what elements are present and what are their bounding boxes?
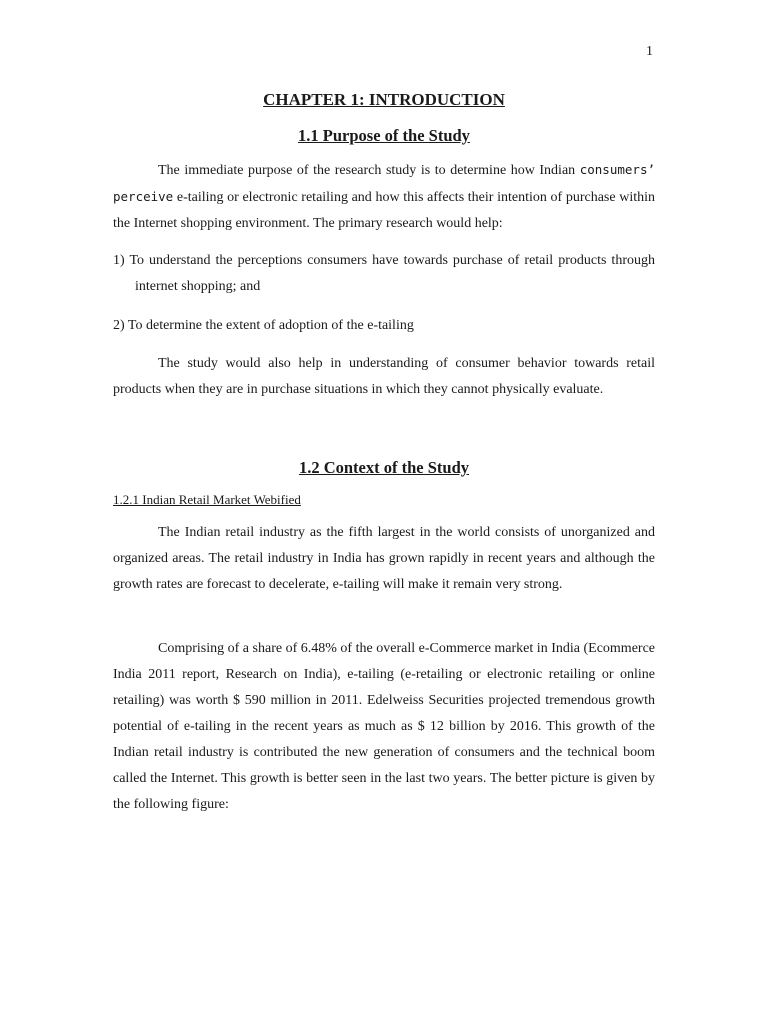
page-number: 1 <box>646 44 653 59</box>
subsection-title: 1.2.1 Indian Retail Market Webified <box>113 492 301 507</box>
section-title-purpose: 1.1 Purpose of the Study <box>298 126 470 145</box>
section-title-context: 1.2 Context of the Study <box>298 458 470 477</box>
context-paragraph-2: Comprising of a share of 6.48% of the overall e-Commerce market in India (Ecommerce India 2011 report, Research on India), e-tailing (e-retailing or electronic retailing or online retailing) was worth $ 590 million in 2011. Edelweiss Securities projected tremendous growth potential of e-tailing in the recent years as much as $ 12 billion by 2016. This growth of the Indian retail industry is contributed the new generation of consumers and the technical boom called the Internet. This growth is better seen in the last two years. The better picture is given by the following figure: <box>113 641 655 812</box>
purpose-paragraph-1 <box>113 157 655 237</box>
purpose-paragraph-1-part-b: e-tailing or electronic retailing and how this affects their intention of purchase within the Internet shopping environment. The primary research would help: <box>113 190 655 231</box>
context-paragraph-1: The Indian retail industry as the fifth largest in the world consists of unorganized and organized areas. The retail industry in India has grown rapidly in recent years and although the growth rates are forecast to decelerate, e-tailing will make it remain very strong. <box>113 525 655 592</box>
purpose-paragraph-1-mono: consumers’ perceive <box>113 162 655 204</box>
purpose-paragraph-1-part-a: The immediate purpose of the research study is to determine how Indian <box>158 163 580 178</box>
purpose-list-item-1: 1) To understand the perceptions consumers have towards purchase of retail products through internet shopping; and <box>113 253 655 294</box>
chapter-title: CHAPTER 1: INTRODUCTION <box>263 90 505 109</box>
purpose-list-item-2: 2) To determine the extent of adoption of the e-tailing <box>113 318 414 333</box>
purpose-paragraph-2: The study would also help in understanding of consumer behavior towards retail products when they are in purchase situations in which they cannot physically evaluate. <box>113 356 655 397</box>
